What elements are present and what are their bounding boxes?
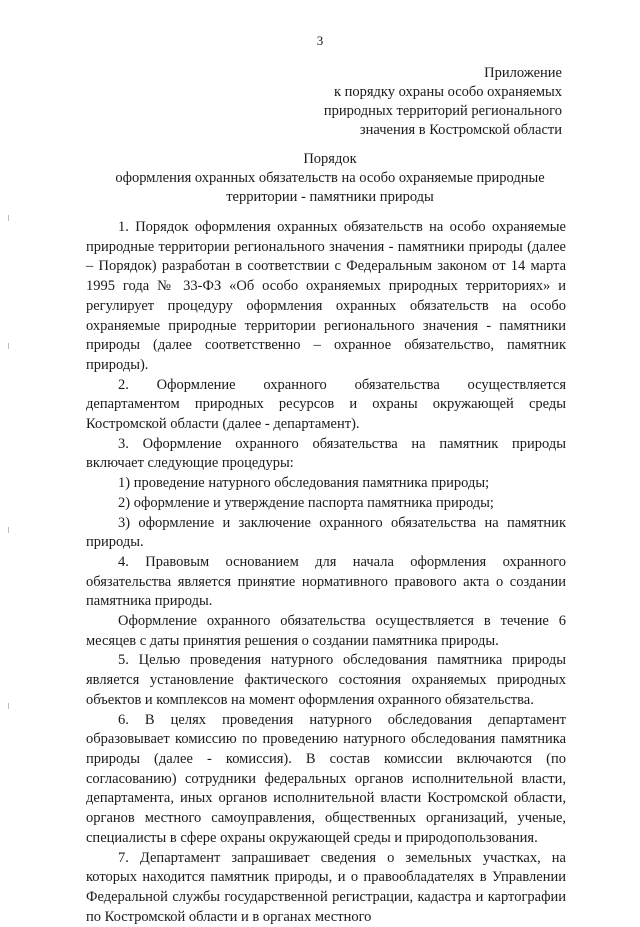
list-item-2: 2) оформление и утверждение паспорта памятника природы; bbox=[86, 494, 566, 514]
appendix-block bbox=[324, 64, 562, 140]
paragraph-6: 6. В целях проведения натурного обследования департамент образовывает комиссию по проведению натурного обследования памятника природы (далее - комиссия). В состав комиссии включаются (по согласованию) сотрудники федеральных органов исполнительной власти, департамента, иных органов исполнительной власти Костромской области, органов местного самоуправления, общественных организаций, ученые, специалисты в сфере охраны окружающей среды и природопользования. bbox=[86, 711, 566, 849]
title-subtitle-line: территории - памятники природы bbox=[80, 188, 580, 207]
title-heading: Порядок bbox=[80, 150, 580, 169]
appendix-line: Приложение bbox=[324, 64, 562, 83]
scan-margin-mark bbox=[8, 527, 9, 533]
appendix-line: природных территорий регионального bbox=[324, 102, 562, 121]
paragraph-3: 3. Оформление охранного обязательства на памятник природы включает следующие процедуры: bbox=[86, 435, 566, 474]
paragraph-2: 2. Оформление охранного обязательства осуществляется департаментом природных ресурсов и охраны окружающей среды Костромской области (далее - департамент). bbox=[86, 376, 566, 435]
scan-margin-mark bbox=[8, 343, 9, 349]
paragraph-4: 4. Правовым основанием для начала оформления охранного обязательства является принятие нормативного правового акта о создании памятника природы. bbox=[86, 553, 566, 612]
list-item-3: 3) оформление и заключение охранного обязательства на памятник природы. bbox=[86, 514, 566, 553]
document-body bbox=[86, 218, 566, 927]
paragraph-5: 5. Целью проведения натурного обследования памятника природы является установление фактического состояния охраняемых природных объектов и комплексов на момент оформления охранного обязательства. bbox=[86, 651, 566, 710]
paragraph-1: 1. Порядок оформления охранных обязательств на особо охраняемые природные территории регионального значения - памятники природы (далее – Порядок) разработан в соответствии с Федеральным законом от 14 марта 1995 года № 33-ФЗ «Об особо охраняемых природных территориях» и регулирует процедуру оформления охранных обязательств на особо охраняемые природные территории регионального значения - памятники природы (далее соответственно – охранное обязательство, памятник природы). bbox=[86, 218, 566, 376]
scan-margin-mark bbox=[8, 215, 9, 221]
document-title bbox=[80, 150, 580, 207]
page-number: 3 bbox=[0, 33, 640, 49]
list-item-1: 1) проведение натурного обследования памятника природы; bbox=[86, 474, 566, 494]
title-subtitle-line: оформления охранных обязательств на особо охраняемые природные bbox=[80, 169, 580, 188]
appendix-line: к порядку охраны особо охраняемых bbox=[324, 83, 562, 102]
appendix-line: значения в Костромской области bbox=[324, 121, 562, 140]
paragraph-7: 7. Департамент запрашивает сведения о земельных участках, на которых находится памятник природы, и о правообладателях в Управлении Федеральной службы государственной регистрации, кадастра и картографии по Костромской области и в органах местного bbox=[86, 849, 566, 927]
scan-margin-mark bbox=[8, 703, 9, 709]
paragraph-4-continued: Оформление охранного обязательства осуществляется в течение 6 месяцев с даты принятия решения о создании памятника природы. bbox=[86, 612, 566, 651]
